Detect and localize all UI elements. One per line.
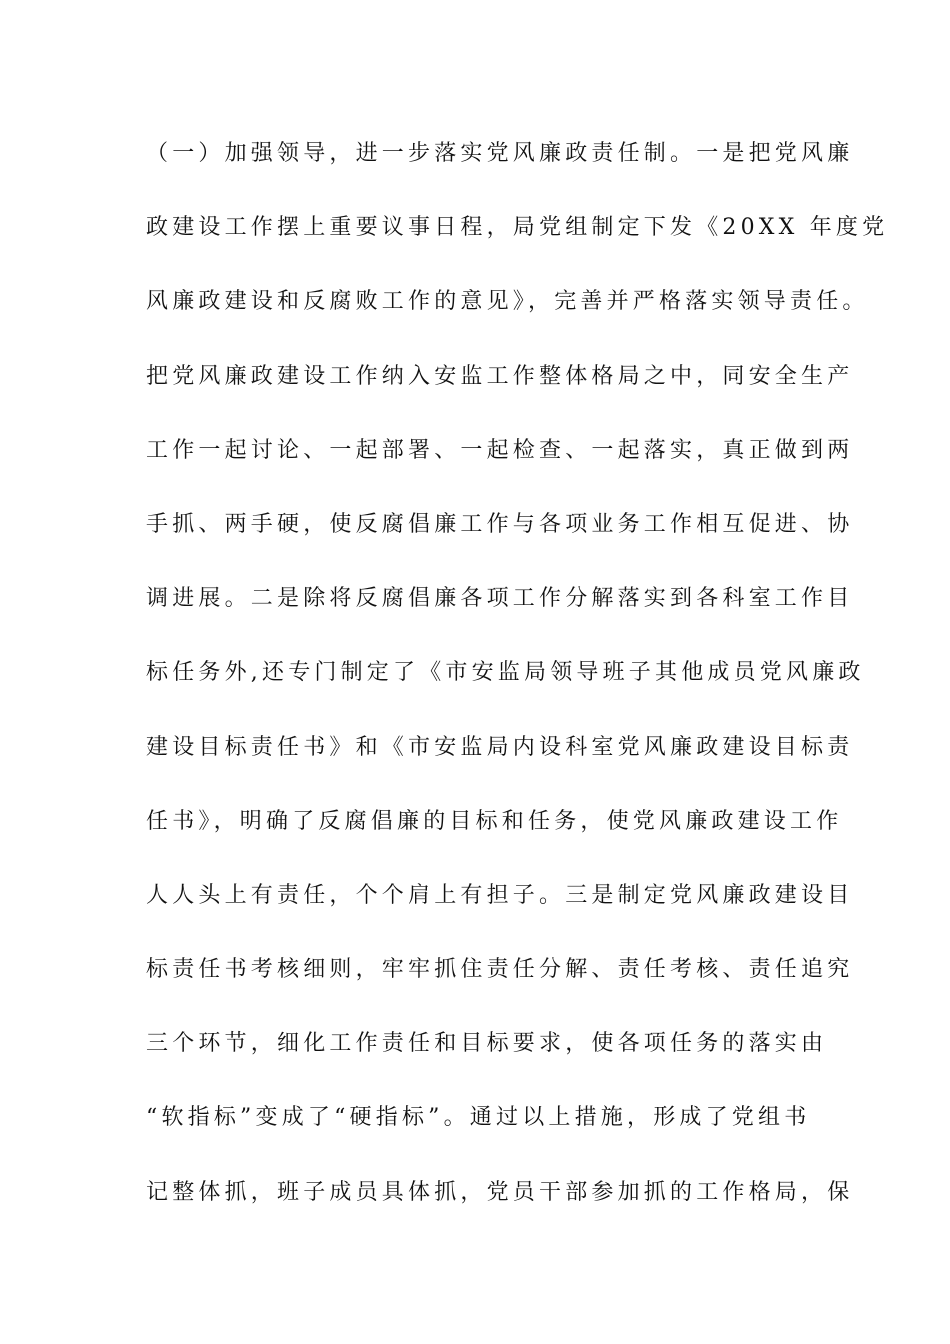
text-line: 调进展。二是除将反腐倡廉各项工作分解落实到各科室工作目 (146, 586, 854, 612)
text-line: 风廉政建设和反腐败工作的意见》，完善并严格落实领导责任。 (146, 289, 869, 315)
text-line: 标任务外,还专门制定了《市安监局领导班子其他成员党风廉政 (146, 660, 865, 686)
text-line: 政建设工作摆上重要议事日程，局党组制定下发《20XX 年度党 (146, 215, 889, 241)
text-line: 建设目标责任书》和《市安监局内设科室党风廉政建设目标责 (146, 734, 854, 760)
text-line: 人人头上有责任，个个肩上有担子。三是制定党风廉政建设目 (146, 882, 854, 908)
text-line: 三个环节，细化工作责任和目标要求，使各项任务的落实由 (146, 1031, 828, 1057)
text-line: 把党风廉政建设工作纳入安监工作整体格局之中，同安全生产 (146, 363, 854, 389)
text-line: “软指标”变成了“硬指标”。通过以上措施，形成了党组书 (146, 1105, 811, 1131)
text-line: 任书》，明确了反腐倡廉的目标和任务，使党风廉政建设工作 (146, 808, 843, 834)
text-line: 手抓、两手硬，使反腐倡廉工作与各项业务工作相互促进、协 (146, 511, 854, 537)
text-line: 工作一起讨论、一起部署、一起检查、一起落实，真正做到两 (146, 437, 854, 463)
text-line: 记整体抓，班子成员具体抓，党员干部参加抓的工作格局，保 (146, 1179, 854, 1205)
text-line: 标责任书考核细则，牢牢抓住责任分解、责任考核、责任追究 (146, 957, 854, 983)
text-line: （一）加强领导，进一步落实党风廉政责任制。一是把党风廉 (146, 141, 854, 166)
body-paragraph (146, 135, 889, 1248)
